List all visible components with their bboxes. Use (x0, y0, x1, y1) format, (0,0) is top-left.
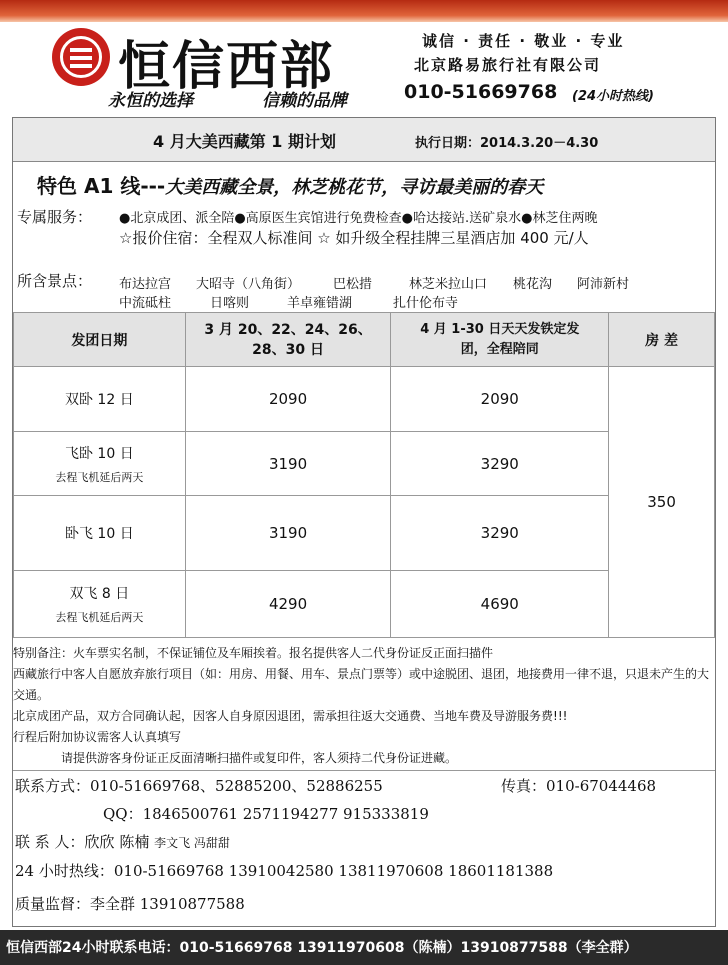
row-name: 卧飞 10 日 (14, 496, 186, 571)
row-name: 双飞 8 日 (69, 586, 130, 602)
row-april-price: 2090 (391, 367, 609, 432)
spot-item: 日喀则 (210, 296, 250, 311)
row-name-cell (14, 571, 186, 638)
note-line: 西藏旅行中客人自愿放弃旅行项目（如：用房、用餐、用车、景点门票等）或中途脱团、退团，地接费用一律不退，只退未产生的大交通。 (13, 667, 710, 702)
spots-label: 所含景点： (17, 272, 93, 290)
phone-numbers: 010-51669768、52885200、52886255 (90, 777, 383, 795)
person-label: 联 系 人： (15, 833, 85, 851)
phone-label: 联系方式： (15, 777, 91, 795)
spot-item: 大昭寺（八角街） (196, 277, 301, 292)
company-values: 诚信 · 责任 · 敬业 · 专业 (422, 32, 625, 50)
contact-persons-line (15, 831, 230, 852)
note-line: 特别备注：火车票实名制，不保证铺位及车厢挨着。报名提供客人二代身份证反正面扫描件 (13, 646, 494, 660)
title-bar (13, 118, 715, 162)
spot-item: 羊卓雍错湖 (287, 296, 353, 311)
footer-bar: 恒信西部24小时联系电话：010-51669768 13911970608（陈楠）13910877588（李全群） (0, 930, 728, 965)
row-march-price: 4290 (185, 571, 391, 638)
notes-section (13, 639, 715, 771)
row-name: 双卧 12 日 (14, 367, 186, 432)
top-band (0, 0, 728, 22)
row-note: 去程飞机延后两天 (55, 470, 144, 484)
row-april-price: 4690 (391, 571, 609, 638)
spot-item: 中流砥柱 (119, 296, 172, 311)
agency-name: 北京路易旅行社有限公司 (414, 56, 602, 74)
header (0, 22, 728, 112)
slogan-left: 永恒的选择 (108, 91, 193, 111)
contact-section (13, 771, 715, 927)
hotline-line: 24 小时热线：010-51669768 13910042580 13811970608 18601181388 (15, 862, 554, 880)
company-logo-icon (52, 28, 110, 86)
row-march-price: 3190 (185, 496, 391, 571)
spot-item: 扎什伦布寺 (393, 296, 459, 311)
feature-prefix: 特色 A1 线--- (37, 174, 166, 198)
note-line: 北京成团产品，双方合同确认起，因客人自身原因退团，需承担往返大交通费、当地车费及导游服务费!!! (13, 709, 568, 723)
service-label: 专属服务： (17, 208, 93, 226)
quality-line: 质量监督：李全群 13910877588 (15, 895, 245, 913)
header-march: 3 月 20、22、24、26、28、30 日 (185, 313, 391, 367)
row-march-price: 2090 (185, 367, 391, 432)
header-april: 4 月 1-30 日天天发铁定发团，全程陪同 (391, 313, 609, 367)
spot-item: 桃花沟 (513, 277, 553, 292)
feature-text: 大美西藏全景，林芝桃花节，寻访最美丽的春天 (165, 177, 544, 198)
table-header-row (14, 313, 715, 367)
spot-item: 巴松措 (333, 277, 373, 292)
room-diff: 350 (609, 367, 715, 638)
header-hotline: 010-51669768 (404, 81, 558, 103)
service-text: ●北京成团、派全陪●高原医生宾馆进行免费检查●哈达接站.送矿泉水●林芝住两晚 (119, 211, 598, 226)
header-diff: 房 差 (609, 313, 715, 367)
header-date: 发团日期 (14, 313, 186, 367)
row-april-price: 3290 (391, 496, 609, 571)
spot-item: 布达拉宫 (119, 277, 172, 292)
row-april-price: 3290 (391, 432, 609, 496)
row-march-price: 3190 (185, 432, 391, 496)
plan-frame (12, 117, 716, 927)
qq-numbers: QQ：1846500761 2571194277 915333819 (103, 805, 429, 823)
plan-title: 4 月大美西藏第 1 期计划 (153, 132, 336, 151)
price-note: ☆报价住宿：全程双人标准间 ☆ 如升级全程挂牌三星酒店加 400 元/人 (119, 229, 589, 247)
company-name: 恒信西部 (118, 36, 335, 97)
slogan-right: 信赖的品牌 (262, 91, 347, 111)
fax: 传真：010-67044468 (501, 777, 657, 795)
row-name-cell (14, 432, 186, 496)
note-line: 行程后附加协议需客人认真填写 (13, 730, 182, 744)
note-line: 请提供游客身份证正反面清晰扫描件或复印件，客人须持二代身份证进藏。 (61, 751, 458, 765)
exec-date: 执行日期：2014.3.20－4.30 (415, 136, 599, 151)
table-row (14, 367, 715, 432)
row-name: 飞卧 10 日 (64, 445, 134, 462)
contact-phones-line (15, 775, 383, 796)
spot-item: 阿沛新村 (577, 277, 630, 292)
persons: 欣欣 陈楠 (84, 833, 150, 851)
schedule-table (13, 312, 715, 638)
spot-item: 林芝米拉山口 (409, 277, 488, 292)
header-hotline-tag: (24小时热线) (572, 89, 654, 104)
row-note: 去程飞机延后两天 (55, 611, 144, 624)
feature-line (37, 170, 543, 199)
persons-small: 李文飞 冯甜甜 (154, 836, 230, 850)
